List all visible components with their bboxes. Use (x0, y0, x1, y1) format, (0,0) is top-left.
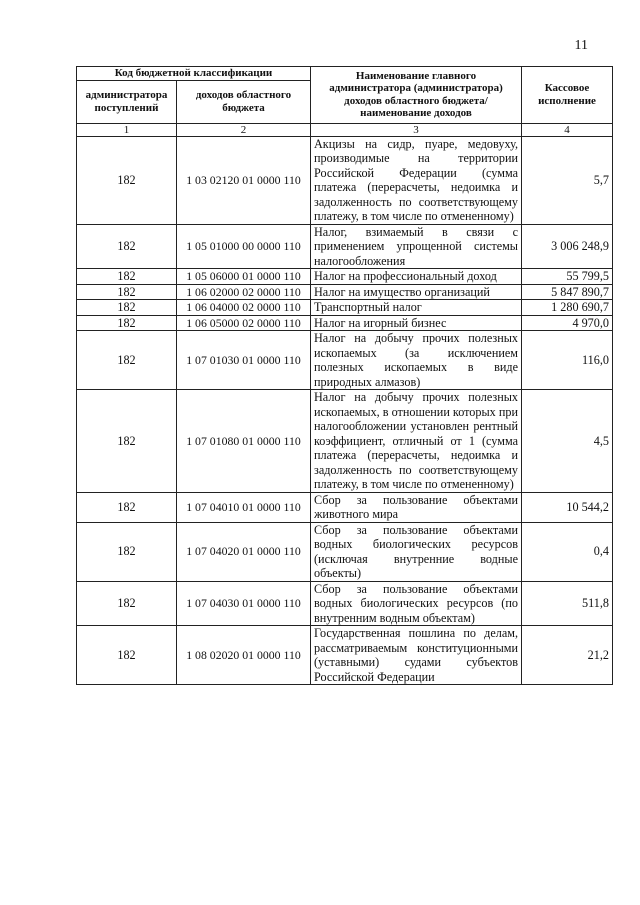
table-row (77, 269, 613, 285)
table-row (77, 390, 613, 493)
admin-code-cell: 182 (77, 269, 177, 285)
admin-code-cell: 182 (77, 626, 177, 685)
income-code-cell: 1 06 05000 02 0000 110 (177, 315, 311, 331)
column-number: 3 (311, 123, 522, 136)
income-name-cell: Налог на имущество организаций (311, 284, 522, 300)
header-name: Наименование главного администратора (администратора) доходов областного бюджета/ наименование доходов (311, 67, 522, 124)
income-code-cell: 1 08 02020 01 0000 110 (177, 626, 311, 685)
admin-code-cell: 182 (77, 581, 177, 626)
table-row (77, 581, 613, 626)
income-name-cell: Налог на игорный бизнес (311, 315, 522, 331)
income-code-cell: 1 06 02000 02 0000 110 (177, 284, 311, 300)
amount-cell: 3 006 248,9 (522, 224, 613, 269)
income-name-cell: Акцизы на сидр, пуаре, медовуху, производимые на территории Российской Федерации (сумма платежа (перерасчеты, недоимка и задолженность по соответствующему платежу, в том числе по отмененному) (311, 136, 522, 224)
header-income-code: доходов областного бюджета (177, 80, 311, 123)
income-name-cell: Сбор за пользование объектами животного мира (311, 492, 522, 522)
income-name-cell: Сбор за пользование объектами водных биологических ресурсов (по внутренним водным объектам) (311, 581, 522, 626)
income-code-cell: 1 03 02120 01 0000 110 (177, 136, 311, 224)
page-number: 11 (574, 38, 588, 53)
admin-code-cell: 182 (77, 136, 177, 224)
amount-cell: 4 970,0 (522, 315, 613, 331)
income-code-cell: 1 06 04000 02 0000 110 (177, 300, 311, 316)
admin-code-cell: 182 (77, 224, 177, 269)
amount-cell: 511,8 (522, 581, 613, 626)
income-name-cell: Налог, взимаемый в связи с применением упрощенной системы налогообложения (311, 224, 522, 269)
admin-code-cell: 182 (77, 284, 177, 300)
amount-cell: 21,2 (522, 626, 613, 685)
admin-code-cell: 182 (77, 522, 177, 581)
amount-cell: 55 799,5 (522, 269, 613, 285)
income-code-cell: 1 05 01000 00 0000 110 (177, 224, 311, 269)
amount-cell: 1 280 690,7 (522, 300, 613, 316)
income-name-cell: Сбор за пользование объектами водных биологических ресурсов (исключая внутренние водные объекты) (311, 522, 522, 581)
admin-code-cell: 182 (77, 315, 177, 331)
income-code-cell: 1 05 06000 01 0000 110 (177, 269, 311, 285)
column-number: 1 (77, 123, 177, 136)
table-row (77, 522, 613, 581)
income-code-cell: 1 07 01030 01 0000 110 (177, 331, 311, 390)
income-code-cell: 1 07 01080 01 0000 110 (177, 390, 311, 493)
amount-cell: 5 847 890,7 (522, 284, 613, 300)
table-row (77, 315, 613, 331)
admin-code-cell: 182 (77, 492, 177, 522)
budget-income-table (76, 66, 613, 685)
admin-code-cell: 182 (77, 331, 177, 390)
amount-cell: 0,4 (522, 522, 613, 581)
table-row (77, 492, 613, 522)
income-name-cell: Налог на добычу прочих полезных ископаемых (за исключением полезных ископаемых в виде природных алмазов) (311, 331, 522, 390)
table-row (77, 300, 613, 316)
table-row (77, 626, 613, 685)
amount-cell: 116,0 (522, 331, 613, 390)
table-row (77, 284, 613, 300)
column-number: 2 (177, 123, 311, 136)
income-code-cell: 1 07 04010 01 0000 110 (177, 492, 311, 522)
column-number: 4 (522, 123, 613, 136)
amount-cell: 5,7 (522, 136, 613, 224)
income-name-cell: Транспортный налог (311, 300, 522, 316)
table-row (77, 224, 613, 269)
table-row (77, 136, 613, 224)
admin-code-cell: 182 (77, 390, 177, 493)
income-name-cell: Государственная пошлина по делам, рассматриваемым конституционными (уставными) судами субъектов Российской Федерации (311, 626, 522, 685)
income-name-cell: Налог на добычу прочих полезных ископаемых, в отношении которых при налогообложении установлен рентный коэффициент, отличный от 1 (сумма платежа (перерасчеты, недоимка и задолженность по соответствующему платежу, в том числе по отмененному) (311, 390, 522, 493)
table-row (77, 331, 613, 390)
admin-code-cell: 182 (77, 300, 177, 316)
header-classification-code: Код бюджетной классификации (77, 67, 311, 81)
column-numbers-row (77, 123, 613, 136)
header-amount: Кассовое исполнение (522, 67, 613, 124)
amount-cell: 10 544,2 (522, 492, 613, 522)
amount-cell: 4,5 (522, 390, 613, 493)
header-admin: администратора поступлений (77, 80, 177, 123)
income-name-cell: Налог на профессиональный доход (311, 269, 522, 285)
income-code-cell: 1 07 04020 01 0000 110 (177, 522, 311, 581)
income-code-cell: 1 07 04030 01 0000 110 (177, 581, 311, 626)
